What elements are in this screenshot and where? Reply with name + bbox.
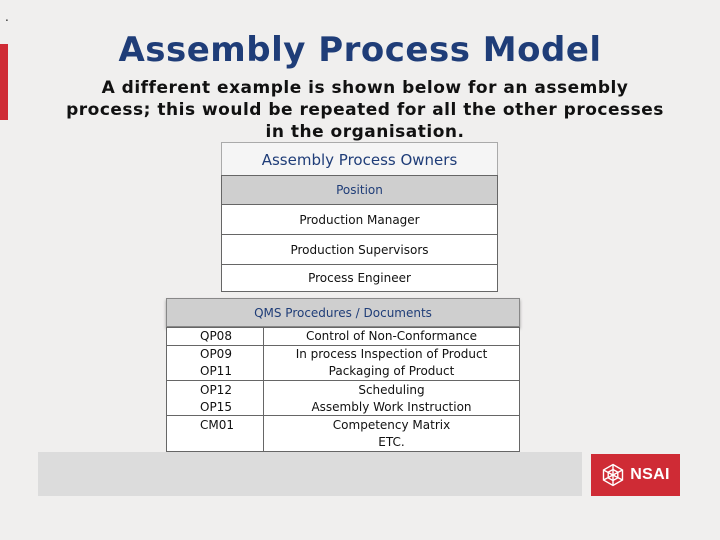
qms-description: Packaging of Product xyxy=(264,363,520,381)
qms-description: ETC. xyxy=(264,434,520,452)
nsai-logo xyxy=(591,454,680,496)
owner-row: Production Manager xyxy=(222,205,498,235)
qms-code: OP09 xyxy=(167,345,264,363)
qms-code xyxy=(167,434,264,452)
qms-description: Competency Matrix xyxy=(264,416,520,434)
qms-code: QP08 xyxy=(167,328,264,346)
qms-row xyxy=(167,434,520,452)
qms-table-header: QMS Procedures / Documents xyxy=(166,298,520,327)
bullet-marker: . xyxy=(5,10,9,24)
nsai-logo-text: NSAI xyxy=(630,466,670,483)
qms-row xyxy=(167,416,520,434)
owners-table xyxy=(221,175,498,292)
owner-row: Process Engineer xyxy=(222,265,498,292)
qms-description: In process Inspection of Product xyxy=(264,345,520,363)
qms-row xyxy=(167,363,520,381)
qms-description: Assembly Work Instruction xyxy=(264,398,520,416)
qms-code: OP15 xyxy=(167,398,264,416)
qms-description: Scheduling xyxy=(264,381,520,399)
slide-title: Assembly Process Model xyxy=(118,30,602,70)
qms-code: OP11 xyxy=(167,363,264,381)
owners-table-title: Assembly Process Owners xyxy=(221,142,498,176)
footer-bar xyxy=(38,452,582,496)
qms-table xyxy=(166,327,520,452)
owner-row: Production Supervisors xyxy=(222,235,498,265)
qms-code: OP12 xyxy=(167,381,264,399)
owners-column-header: Position xyxy=(222,176,498,205)
qms-row xyxy=(167,328,520,346)
qms-code: CM01 xyxy=(167,416,264,434)
nsai-lattice-icon xyxy=(601,463,625,487)
qms-row xyxy=(167,381,520,399)
qms-description: Control of Non-Conformance xyxy=(264,328,520,346)
slide-subtitle: A different example is shown below for an assembly process; this would be repeated for all the other processes in the organisation. xyxy=(66,78,664,142)
qms-row xyxy=(167,398,520,416)
qms-row xyxy=(167,345,520,363)
